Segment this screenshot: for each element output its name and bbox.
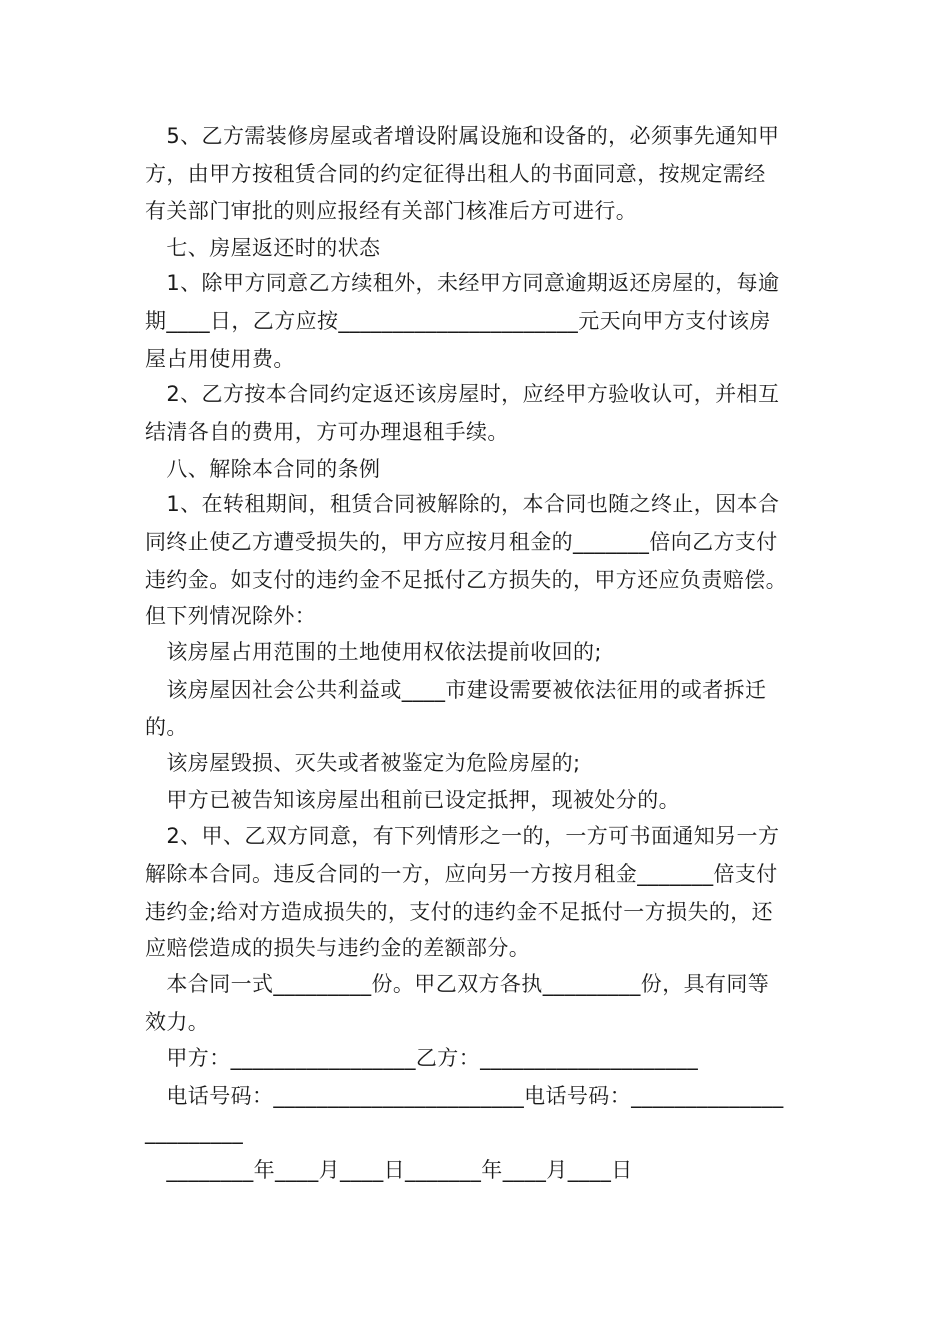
text-line: 2、甲、乙双方同意，有下列情形之一的，一方可书面通知另一方: [145, 824, 780, 848]
text-line: 本合同一式_________份。甲乙双方各执_________份，具有同等: [145, 972, 770, 996]
text-line: 2、乙方按本合同约定返还该房屋时，应经甲方验收认可，并相互: [145, 382, 780, 406]
text-line: 解除本合同。违反合同的一方，应向另一方按月租金_______倍支付: [145, 862, 778, 886]
text-line: 屋占用使用费。: [145, 347, 295, 371]
text-line: 违约金;给对方造成损失的，支付的违约金不足抵付一方损失的，还: [145, 900, 774, 924]
text-line: 该房屋占用范围的土地使用权依法提前收回的;: [145, 640, 602, 664]
text-line: 甲方已被告知该房屋出租前已设定抵押，现被处分的。: [145, 788, 680, 812]
text-line: 但下列情况除外：: [145, 604, 317, 628]
signature-line: 甲方：_________________乙方：____________________: [145, 1046, 699, 1070]
text-line: 结清各自的费用，方可办理退租手续。: [145, 420, 509, 444]
phone-line-continued: _________: [145, 1120, 244, 1144]
text-line: 违约金。如支付的违约金不足抵付乙方损失的，甲方还应负责赔偿。: [145, 568, 787, 592]
text-line: 该房屋毁损、灭失或者被鉴定为危险房屋的;: [145, 751, 581, 775]
text-line: 该房屋因社会公共利益或____市建设需要被依法征用的或者拆迁: [145, 678, 767, 702]
text-line: 期____日，乙方应按______________________元天向甲方支付该房: [145, 309, 771, 333]
text-line: 有关部门审批的则应报经有关部门核准后方可进行。: [145, 199, 638, 223]
section-heading: 八、解除本合同的条例: [145, 457, 381, 481]
text-line: 方，由甲方按租赁合同的约定征得出租人的书面同意，按规定需经: [145, 162, 766, 186]
phone-line: 电话号码：_______________________电话号码：______________: [145, 1084, 784, 1108]
text-line: 效力。: [145, 1010, 210, 1034]
text-line: 5、乙方需装修房屋或者增设附属设施和设备的，必须事先通知甲: [145, 124, 780, 148]
text-line: 同终止使乙方遭受损失的，甲方应按月租金的_______倍向乙方支付: [145, 530, 778, 554]
text-line: 应赔偿造成的损失与违约金的差额部分。: [145, 936, 531, 960]
date-line: ________年____月____日_______年____月____日: [145, 1158, 633, 1182]
text-line: 的。: [145, 715, 188, 739]
text-line: 1、除甲方同意乙方续租外，未经甲方同意逾期返还房屋的，每逾: [145, 271, 780, 295]
section-heading: 七、房屋返还时的状态: [145, 236, 381, 260]
text-line: 1、在转租期间，租赁合同被解除的，本合同也随之终止，因本合: [145, 492, 780, 516]
